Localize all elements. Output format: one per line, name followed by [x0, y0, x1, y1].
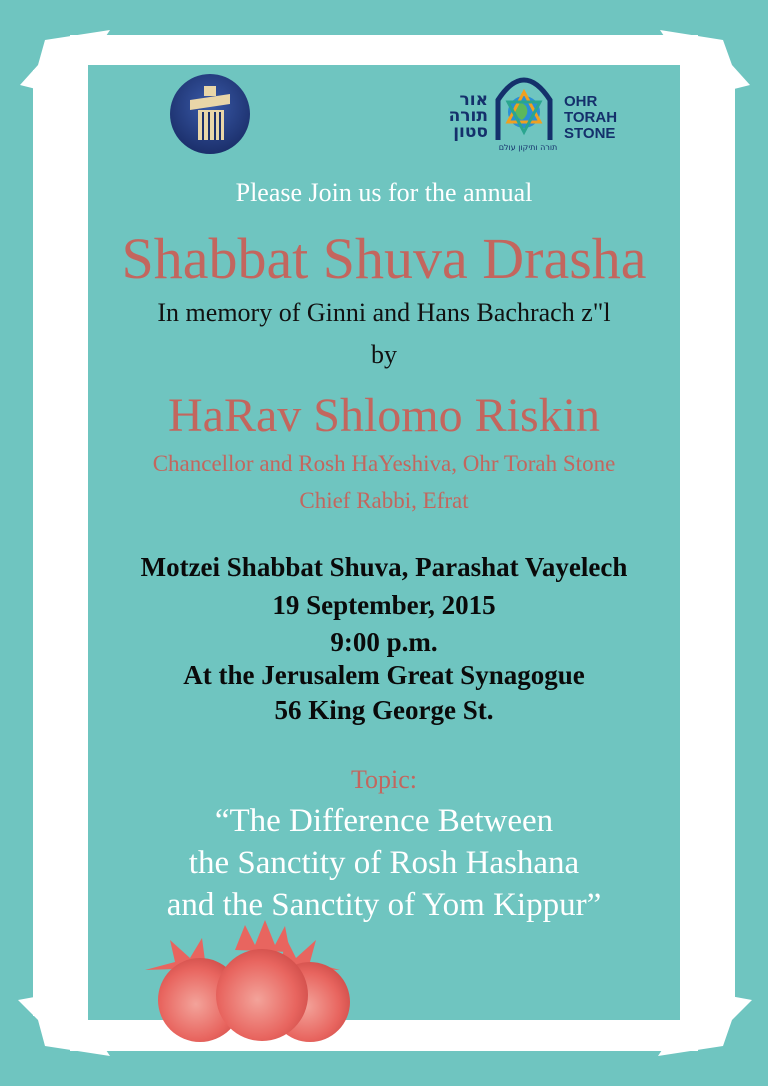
event-address: 56 King George St. [274, 695, 494, 725]
speaker-name: HaRav Shlomo Riskin [167, 389, 601, 442]
intro-text: Please Join us for the annual [235, 178, 533, 207]
event-title: Shabbat Shuva Drasha [121, 226, 647, 291]
torah-crown-logo [168, 72, 252, 156]
memorial-dedication: In memory of Ginni and Hans Bachrach z"l [157, 298, 611, 327]
event-venue: At the Jerusalem Great Synagogue [183, 660, 585, 690]
topic-line: the Sanctity of Rosh Hashana [188, 845, 580, 881]
logo-hebrew-text: אור תורה סטון [448, 90, 488, 142]
topic-line: and the Sanctity of Yom Kippur” [166, 887, 602, 923]
event-occasion: Motzei Shabbat Shuva, Parashat Vayelech [140, 552, 628, 582]
topic-label: Topic: [350, 765, 418, 794]
logo-tagline: תורה ותיקון עולם [498, 143, 558, 152]
event-date: 19 September, 2015 [272, 590, 496, 620]
speaker-role: Chief Rabbi, Efrat [299, 488, 469, 513]
by-text: by [371, 340, 397, 369]
pomegranate-cluster-icon [140, 920, 380, 1045]
logo-english-text: OHR TORAH STONE [564, 93, 618, 142]
speaker-role: Chancellor and Rosh HaYeshiva, Ohr Torah Stone [152, 451, 616, 476]
ots-globe-arch-icon [490, 70, 558, 142]
ohr-torah-stone-logo [428, 70, 628, 156]
event-time: 9:00 p.m. [330, 627, 438, 657]
topic-line: “The Difference Between [214, 803, 554, 839]
